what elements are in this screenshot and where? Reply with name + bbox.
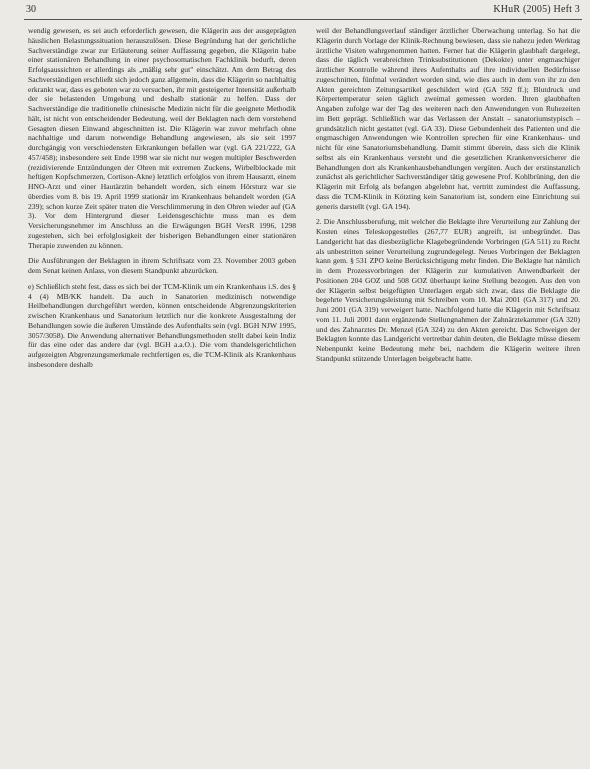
body-paragraph: e) Schließlich steht fest, dass es sich bei der TCM-Klinik um ein Krankenhaus i.S. des § 4 (4) MB/KK handelt. Da auch in Sanatorien medizinisch notwendige Heilbehandlungen durchgeführt werden, können entscheidende Abgrenzungskriterien zwischen Krankenhaus und Sanatorium letztlich nur die konkrete Ausgestaltung der Behandlungen sowie die äußeren Umstände des Aufenthalts sein (vgl. BGH NJW 1995, 3057/3058). Die Anwendung alternativer Behandlungsmethoden stellt dabei kein Indiz für das eine oder das andere dar (vgl. BGH a.a.O.). Die vom thandelsgerichtlichen aufgezeigten Abgrenzungsmerkmale rechtfertigen es, die TCM-Klinik als Krankenhaus insbesondere deshalb [28,281,296,369]
header-rule [24,19,582,20]
body-paragraph: wendig gewesen, es sei auch erforderlich gewesen, die Klägerin aus der ausgeprägten häuslichen Belastungssituation herauszulösen. Diese Begründung hat der gerichtliche Sachverständige zwar zur Erläuterung seiner Auffassung gegeben, die Klägerin habe einer stationären Behandlung in einer psychosomatischen Fachklinik bedurft, deren Erfolgsaussichten er allerdings als „mäßig sehr gut" einschätzt. Am dem Betrag des Sachverständigen erschließt sich jedoch ganz allgemein, dass die Klägerin so nachhaltig erkrankt war, dass es geboten war zu versuchen, ihr mit gesteigerter Intensität außerhalb der sie belastenden Umgebung und deshalb stationär zu helfen. Dass der Sachverständige die traditionelle chinesische Medizin nicht für die geeignete Methodik hält, ist nicht von entscheidender Bedeutung, weil der Beklagten nach dem vorstehend Gesagten diesen Einwand abgeschnitten ist. Die Klägerin war zuvor mehrfach ohne nachhaltige und darum notwendige Behandlung angewiesen, als sie seit 1997 durchgängig von verschiedensten Erkrankungen befallen war (vgl. GA 221/222, GA 457/458); insbesondere seit Ende 1998 war sie nicht nur wegen multipler Beschwerden (rezidivierende Entzündungen der Ohren mit extremen Zuckens, Wirbelblockade mit heftigen Kopfschmerzen, Cortison-Akne) letztlich erfolglos von ihrem Hausarzt, einem HNO-Arzt und einer Hautärztin behandelt worden, sich einem Hörsturz war sie überdies vom 8. bis 19. April 1999 stationär im Krankenhaus behandelt worden (GA 239); schon kurze Zeit später traten die Verschlimmerung in den Ohren wieder auf (GA 3). Vor dem Hintergrund dieser Leidensgeschichte muss man es dem Versicherungsnehmer im Anschluss an die Erwägungen BGH VersR 1996, 1298 zugestehen, sich bei erfolglosigkeit der bisherigen Behandlungen einer stationären Therapie zuwenden zu können. [28,26,297,250]
body-paragraph: 2. Die Anschlussberufung, mit welcher die Beklagte ihre Verurteilung zur Zahlung der Kosten eines Teleskopgestelles (267,77 EUR) angreift, ist unbegründet. Das Landgericht hat das diesbezügliche Klagebegründende Vorbringen (GA 511) zu Recht als unbestritten seiner Verurteilung zugrundegelegt. Neues Vorbringen der Beklagten kann gem. § 531 ZPO keine Berücksichtigung mehr finden. Die Beklagte hat nämlich in dem Prozessvorbringen der Klägerin zur kumulativen Anwendbarkeit der Positionen 204 GOZ und 508 GOZ überhaupt keine Stellung bezogen. Aus den von der Klägerin selbst beigefügten Unterlagen ergab sich zwar, dass die Beklagte die begehrte Versicherungsleistung mit Schreiben vom 10. Mai 2001 (GA 317) und 20. Juni 2001 (GA 319) verweigert hatte. Nachfolgend hatte die Klägerin mit Schriftsatz vom 11. Juli 2001 dann ergänzende Stellungnahmen der Zahnärztekammer (GA 320) und des Zahnarztes Dr. Menzel (GA 324) zu den Akten gereicht. Das Schweigen der Beklagten konnte das Landgericht vertretbar dahin deuten, die Beklagte müsse diesem Nebenpunkt keine Bedeutung mehr bei, nachdem die Klägerin weitere ihren Standpunkt stützende Unterlagen beigebracht hatte. [316,217,580,363]
journal-header: KHuR (2005) Heft 3 [493,4,580,15]
body-paragraph: weil der Behandlungsverlauf ständiger ärztlicher Überwachung unterlag. So hat die Klägerin durch Vorlage der Klinik-Rechnung bewiesen, dass sie nahezu jeden Werktag ärztliche Visiten wahrgenommen hatten. Ferner hat die Klägerin glaubhaft dargelegt, dass die täglich verabreichten Trinksubstitutionen (Dekokte) unter engmaschiger ärztlicher Kontrolle während ihres Aufenthalts auf ihre individuellen Bedürfnisse zugeschnitten, fünfmal verändert worden sind, wie dies auch in dem von ihr zu den Akten gereichten Zeitungsartikel geschildert wird (GA 592 ff.); Blutdruck und Körpertemperatur seien täglich zweimal gemessen worden. Ihren glaubhaften Angaben zufolge war der Tag des weiteren nach den Anwendungen von Ruhezeiten im Bett geprägt. Schließlich war das Verlassen der Anstalt – sanatoriumstypisch – grundsätzlich nicht gestattet (vgl. GA 33). Diese Gebundenheit des Patienten und die engmaschigen Anwendungen wie Kontrollen sprechen für eine Krankenhaus- und nicht für eine Sanatoriumsbehandlung. Damit stimmt überein, dass sich die Klinik selbst als ein Krankenhaus versteht und die gesetzlichen Krankenversicherer die Behandlungen dort als Krankenhausbehandlungen vergüten. Auch der erstinstanzlich zunächst als gerichtlicher Sachverständiger tätig gewesene Prof. Kohlbrüning, den die Klägerin mit Erfolg als befangen abgelehnt hat, vertritt zumindest die Auffassung, dass die TCM-Klinik in Kötzting kein Sanatorium ist, sondern eine Einrichtung sui generis darstellt (vgl. GA 194). [316,26,580,211]
left-column [28,26,296,376]
right-column [316,26,580,370]
page-number: 30 [26,4,36,15]
body-paragraph: Die Ausführungen der Beklagten in ihrem Schriftsatz vom 23. November 2003 geben dem Senat keinen Anlass, von diesem Standpunkt abzurücken. [28,256,296,275]
